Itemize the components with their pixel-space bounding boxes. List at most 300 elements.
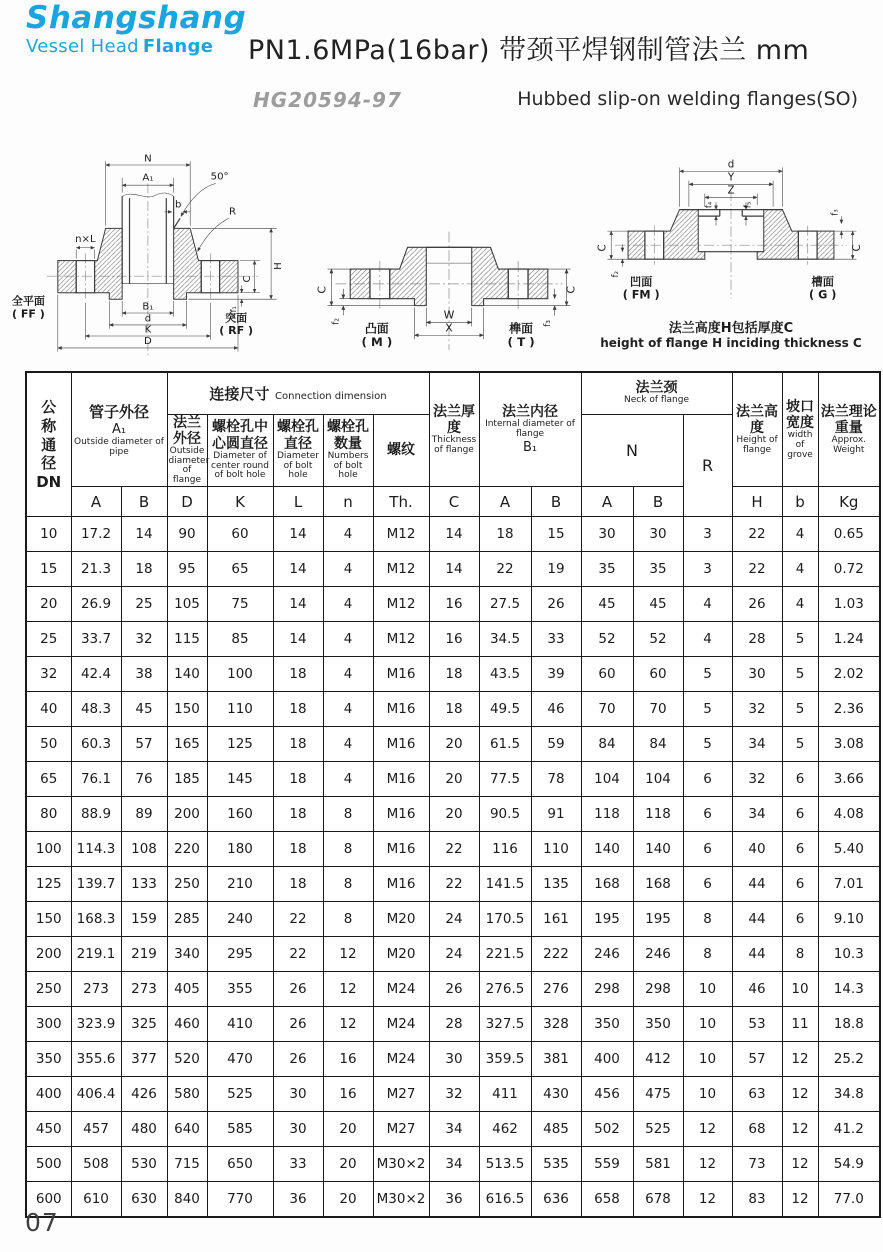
table-cell: 115 xyxy=(167,622,207,657)
table-cell: 26 xyxy=(273,972,323,1007)
table-cell: 16 xyxy=(323,1077,373,1112)
table-cell: 530 xyxy=(121,1147,167,1182)
table-row xyxy=(26,1112,880,1147)
table-cell: 1.03 xyxy=(818,587,880,622)
header-sub-nb: B xyxy=(633,487,683,517)
table-cell: 14 xyxy=(273,622,323,657)
table-cell: 325 xyxy=(121,1007,167,1042)
table-cell: 678 xyxy=(633,1182,683,1217)
header-internal-diameter: 法兰内径 Internal diameter of flange B₁ xyxy=(479,372,581,487)
table-cell: 350 xyxy=(633,1007,683,1042)
table-cell: 3.66 xyxy=(818,762,880,797)
table-cell: 273 xyxy=(71,972,121,1007)
table-cell: 135 xyxy=(531,867,581,902)
flange-spec-table xyxy=(25,371,881,1218)
table-cell: 34 xyxy=(732,797,782,832)
table-cell: 355.6 xyxy=(71,1042,121,1077)
table-cell: 32 xyxy=(121,622,167,657)
header-sub-b1a: A xyxy=(479,487,531,517)
page-subtitle-en: Hubbed slip-on welding flanges(SO) xyxy=(517,88,858,110)
table-cell: 110 xyxy=(531,832,581,867)
table-row xyxy=(26,797,880,832)
table-cell: M20 xyxy=(373,902,429,937)
table-cell: 250 xyxy=(26,972,71,1007)
table-row xyxy=(26,622,880,657)
table-cell: 90.5 xyxy=(479,797,531,832)
table-row xyxy=(26,1007,880,1042)
table-cell: 20 xyxy=(429,797,479,832)
dim-label-c-right: C xyxy=(564,286,578,294)
header-groove: 坡口宽度 width of grove xyxy=(782,372,818,487)
table-cell: 377 xyxy=(121,1042,167,1077)
table-row xyxy=(26,902,880,937)
table-cell: 5 xyxy=(683,692,732,727)
dim-label-b: b xyxy=(175,199,182,211)
table-cell: 323.9 xyxy=(71,1007,121,1042)
table-cell: 462 xyxy=(479,1112,531,1147)
table-cell: 285 xyxy=(167,902,207,937)
table-cell: 25 xyxy=(121,587,167,622)
table-row xyxy=(26,517,880,552)
table-cell: 42.4 xyxy=(71,657,121,692)
table-cell: 84 xyxy=(581,727,633,762)
table-cell: 4 xyxy=(782,552,818,587)
table-cell: 65 xyxy=(26,762,71,797)
table-row xyxy=(26,1077,880,1112)
table-cell: 20 xyxy=(26,587,71,622)
table-cell: 30 xyxy=(273,1112,323,1147)
table-cell: 3 xyxy=(683,552,732,587)
table-cell: 580 xyxy=(167,1077,207,1112)
table-cell: 6 xyxy=(782,867,818,902)
table-row xyxy=(26,972,880,1007)
table-cell: 350 xyxy=(26,1042,71,1077)
header-neck: 法兰颈 Neck of flange xyxy=(581,372,732,414)
dim-label-D: D xyxy=(144,336,152,348)
table-cell: 118 xyxy=(633,797,683,832)
table-cell: 4 xyxy=(323,517,373,552)
table-cell: 327.5 xyxy=(479,1007,531,1042)
table-cell: 4 xyxy=(683,622,732,657)
table-cell: 18 xyxy=(273,832,323,867)
table-cell: 406.4 xyxy=(71,1077,121,1112)
table-cell: 715 xyxy=(167,1147,207,1182)
table-cell: 12 xyxy=(782,1112,818,1147)
table-cell: 18 xyxy=(273,797,323,832)
table-cell: 4 xyxy=(323,657,373,692)
table-cell: 43.5 xyxy=(479,657,531,692)
table-cell: 18 xyxy=(273,727,323,762)
table-cell: 22 xyxy=(273,902,323,937)
dim-label-f5: f₅ xyxy=(742,201,753,209)
table-cell: 52 xyxy=(633,622,683,657)
table-cell: 36 xyxy=(429,1182,479,1217)
table-cell: 20 xyxy=(323,1112,373,1147)
header-dn xyxy=(26,372,71,517)
table-cell: 70 xyxy=(581,692,633,727)
table-cell: 91 xyxy=(531,797,581,832)
drawing-caption xyxy=(600,322,862,350)
table-cell: M16 xyxy=(373,692,429,727)
table-cell: 4 xyxy=(323,762,373,797)
table-cell: 6 xyxy=(683,762,732,797)
table-cell: 411 xyxy=(479,1077,531,1112)
table-cell: 3.08 xyxy=(818,727,880,762)
table-cell: 8 xyxy=(683,937,732,972)
table-cell: 150 xyxy=(167,692,207,727)
table-cell: M30×2 xyxy=(373,1182,429,1217)
table-cell: 18 xyxy=(121,552,167,587)
flange-drawing-ff-rf xyxy=(10,150,295,362)
table-cell: 61.5 xyxy=(479,727,531,762)
table-cell: 57 xyxy=(121,727,167,762)
table-cell: 240 xyxy=(207,902,273,937)
table-cell: 20 xyxy=(323,1147,373,1182)
table-cell: 18.8 xyxy=(818,1007,880,1042)
table-row xyxy=(26,587,880,622)
table-cell: 0.72 xyxy=(818,552,880,587)
table-cell: 276.5 xyxy=(479,972,531,1007)
table-cell: 355 xyxy=(207,972,273,1007)
table-cell: 14 xyxy=(273,517,323,552)
table-cell: 8 xyxy=(782,937,818,972)
dim-label-f3b: f₃ xyxy=(829,209,840,216)
table-cell: 6 xyxy=(683,867,732,902)
table-cell: 32 xyxy=(429,1077,479,1112)
table-cell: 30 xyxy=(633,517,683,552)
table-cell: 4 xyxy=(323,552,373,587)
table-row xyxy=(26,832,880,867)
table-cell: 77.5 xyxy=(479,762,531,797)
header-sub-c: C xyxy=(429,487,479,517)
dim-label-f4: f₄ xyxy=(703,201,714,209)
table-cell: 581 xyxy=(633,1147,683,1182)
table-cell: M16 xyxy=(373,832,429,867)
dim-label-Y: Y xyxy=(727,171,735,184)
table-cell: 104 xyxy=(581,762,633,797)
table-cell: 26 xyxy=(429,972,479,1007)
dim-label-A1: A₁ xyxy=(142,172,154,184)
table-cell: 195 xyxy=(581,902,633,937)
table-cell: 7.01 xyxy=(818,867,880,902)
dim-label-Z: Z xyxy=(727,184,735,197)
table-cell: 5 xyxy=(782,727,818,762)
table-cell: 18 xyxy=(273,692,323,727)
table-cell: 16 xyxy=(429,622,479,657)
table-cell: 513.5 xyxy=(479,1147,531,1182)
table-cell: 160 xyxy=(207,797,273,832)
table-cell: 28 xyxy=(732,622,782,657)
table-row xyxy=(26,727,880,762)
table-cell: 475 xyxy=(633,1077,683,1112)
logo-brand: Shangshang xyxy=(26,0,247,36)
table-cell: 616.5 xyxy=(479,1182,531,1217)
header-weight: 法兰理论重量 Approx. Weight xyxy=(818,372,880,487)
table-cell: 34 xyxy=(732,727,782,762)
header-sub-kg: Kg xyxy=(818,487,880,517)
table-cell: 359.5 xyxy=(479,1042,531,1077)
table-cell: M30×2 xyxy=(373,1147,429,1182)
table-cell: 27.5 xyxy=(479,587,531,622)
table-cell: 30 xyxy=(429,1042,479,1077)
table-cell: 381 xyxy=(531,1042,581,1077)
table-row xyxy=(26,692,880,727)
table-cell: 26.9 xyxy=(71,587,121,622)
table-cell: 22 xyxy=(479,552,531,587)
table-cell: 10 xyxy=(683,1042,732,1077)
table-cell: 4 xyxy=(683,587,732,622)
table-cell: 85 xyxy=(207,622,273,657)
table-cell: 400 xyxy=(581,1042,633,1077)
table-row xyxy=(26,552,880,587)
table-cell: 110 xyxy=(207,692,273,727)
table-cell: 39 xyxy=(531,657,581,692)
page-title: PN1.6MPa(16bar) 带颈平焊钢制管法兰 mm xyxy=(248,35,810,66)
table-cell: 104 xyxy=(633,762,683,797)
table-cell: 133 xyxy=(121,867,167,902)
table-cell: 2.36 xyxy=(818,692,880,727)
table-cell: 49.5 xyxy=(479,692,531,727)
table-cell: 456 xyxy=(581,1077,633,1112)
table-cell: 300 xyxy=(26,1007,71,1042)
table-cell: 145 xyxy=(207,762,273,797)
drawing-caption-cn: 法兰高度H包括厚度C xyxy=(668,321,794,336)
table-cell: 60 xyxy=(581,657,633,692)
table-cell: 70 xyxy=(633,692,683,727)
table-body xyxy=(26,517,880,1217)
table-cell: 90 xyxy=(167,517,207,552)
table-cell: 200 xyxy=(26,937,71,972)
table-cell: 45 xyxy=(581,587,633,622)
table-cell: 276 xyxy=(531,972,581,1007)
table-cell: 298 xyxy=(633,972,683,1007)
table-cell: 14 xyxy=(429,552,479,587)
header-bolt-hole: 螺栓孔直径 Diameter of bolt hole xyxy=(273,414,323,487)
table-cell: 10.3 xyxy=(818,937,880,972)
table-cell: M16 xyxy=(373,797,429,832)
table-cell: 139.7 xyxy=(71,867,121,902)
table-cell: 10 xyxy=(683,1077,732,1112)
table-cell: 80 xyxy=(26,797,71,832)
table-cell: 60 xyxy=(633,657,683,692)
table-cell: 18 xyxy=(479,517,531,552)
table-cell: M27 xyxy=(373,1112,429,1147)
table-cell: 4 xyxy=(323,622,373,657)
table-cell: 12 xyxy=(782,1042,818,1077)
table-row xyxy=(26,867,880,902)
table-cell: 210 xyxy=(207,867,273,902)
table-cell: 170.5 xyxy=(479,902,531,937)
table-cell: 168 xyxy=(633,867,683,902)
table-cell: 525 xyxy=(207,1077,273,1112)
table-cell: 5 xyxy=(782,622,818,657)
dim-label-N: N xyxy=(144,153,152,165)
dim-label-f3: f₃ xyxy=(542,320,553,327)
standard-code: HG20594-97 xyxy=(253,88,402,112)
table-cell: 65 xyxy=(207,552,273,587)
table-cell: 10 xyxy=(26,517,71,552)
table-cell: 14 xyxy=(273,552,323,587)
table-cell: 83 xyxy=(732,1182,782,1217)
table-cell: 10 xyxy=(683,972,732,1007)
header-sub-b: b xyxy=(782,487,818,517)
table-cell: 34 xyxy=(429,1147,479,1182)
table-cell: 9.10 xyxy=(818,902,880,937)
table-cell: 480 xyxy=(121,1112,167,1147)
table-cell: 405 xyxy=(167,972,207,1007)
header-bolt-circle: 螺栓孔中心圆直径 Diameter of center round of bolt hole xyxy=(207,414,273,487)
table-cell: 6 xyxy=(683,832,732,867)
table-cell: 520 xyxy=(167,1042,207,1077)
table-cell: 222 xyxy=(531,937,581,972)
table-cell: 10 xyxy=(782,972,818,1007)
table-cell: 8 xyxy=(683,902,732,937)
header-dn-cn: 公称通径 xyxy=(41,398,57,473)
table-cell: 770 xyxy=(207,1182,273,1217)
table-row xyxy=(26,1182,880,1217)
table-cell: M12 xyxy=(373,552,429,587)
face-label-g-code: ( G ) xyxy=(809,288,837,302)
table-cell: 22 xyxy=(732,552,782,587)
table-cell: 34.8 xyxy=(818,1077,880,1112)
table-cell: 44 xyxy=(732,937,782,972)
table-cell: 8 xyxy=(323,867,373,902)
table-cell: 14 xyxy=(429,517,479,552)
table-cell: 298 xyxy=(581,972,633,1007)
table-cell: 5 xyxy=(782,692,818,727)
table-cell: 28 xyxy=(429,1007,479,1042)
table-cell: 22 xyxy=(429,867,479,902)
face-label-t-cn: 榫面 xyxy=(509,321,533,336)
table-cell: 18 xyxy=(429,657,479,692)
table-cell: 20 xyxy=(323,1182,373,1217)
table-cell: 17.2 xyxy=(71,517,121,552)
table-cell: 4 xyxy=(782,587,818,622)
face-label-t-code: ( T ) xyxy=(507,335,535,350)
table-cell: M16 xyxy=(373,727,429,762)
table-cell: 45 xyxy=(633,587,683,622)
header-sub-d: D xyxy=(167,487,207,517)
face-label-rf-cn: 突面 xyxy=(225,311,248,325)
face-label-m-cn: 凸面 xyxy=(365,321,389,336)
table-cell: 5 xyxy=(782,657,818,692)
table-cell: 400 xyxy=(26,1077,71,1112)
table-cell: 14 xyxy=(121,517,167,552)
table-cell: 250 xyxy=(167,867,207,902)
dim-label-W: W xyxy=(443,308,455,322)
face-label-rf-code: ( RF ) xyxy=(219,324,254,338)
table-cell: 18 xyxy=(273,657,323,692)
header-thickness: 法兰厚度 Thickness of flange xyxy=(429,372,479,487)
table-cell: 75 xyxy=(207,587,273,622)
dim-label-C: C xyxy=(241,275,253,283)
table-cell: 116 xyxy=(479,832,531,867)
header-sub-a1a: A xyxy=(71,487,121,517)
table-cell: 8 xyxy=(323,832,373,867)
table-cell: 88.9 xyxy=(71,797,121,832)
table-cell: 15 xyxy=(531,517,581,552)
header-pipe-od: 管子外径 A₁ Outside diameter of pipe xyxy=(71,372,167,487)
table-cell: 5.40 xyxy=(818,832,880,867)
table-cell: 221.5 xyxy=(479,937,531,972)
table-cell: 25.2 xyxy=(818,1042,880,1077)
header-neck-r: R xyxy=(683,414,732,517)
table-cell: 410 xyxy=(207,1007,273,1042)
table-cell: 3 xyxy=(683,517,732,552)
table-cell: 185 xyxy=(167,762,207,797)
table-cell: 105 xyxy=(167,587,207,622)
table-cell: 24 xyxy=(429,902,479,937)
dim-label-f2: f₂ xyxy=(331,318,342,325)
table-row xyxy=(26,937,880,972)
dim-label-B1: B₁ xyxy=(142,301,154,313)
table-cell: 340 xyxy=(167,937,207,972)
table-cell: 600 xyxy=(26,1182,71,1217)
header-sub-a1b: B xyxy=(121,487,167,517)
table-cell: M24 xyxy=(373,1042,429,1077)
face-label-fm-code: ( FM ) xyxy=(622,288,660,302)
table-cell: 46 xyxy=(732,972,782,1007)
table-cell: 4 xyxy=(323,587,373,622)
table-cell: 12 xyxy=(782,1147,818,1182)
table-cell: 535 xyxy=(531,1147,581,1182)
table-cell: 24 xyxy=(429,937,479,972)
table-cell: 125 xyxy=(26,867,71,902)
table-cell: 33 xyxy=(273,1147,323,1182)
table-cell: 0.65 xyxy=(818,517,880,552)
table-cell: 60 xyxy=(207,517,273,552)
table-cell: 22 xyxy=(732,517,782,552)
table-cell: 53 xyxy=(732,1007,782,1042)
header-sub-h: H xyxy=(732,487,782,517)
table-cell: 350 xyxy=(581,1007,633,1042)
table-cell: 18 xyxy=(273,762,323,797)
flange-drawing-m-t xyxy=(315,192,583,355)
table-cell: 4.08 xyxy=(818,797,880,832)
table-cell: 100 xyxy=(26,832,71,867)
table-cell: 5 xyxy=(683,727,732,762)
table-cell: 46 xyxy=(531,692,581,727)
table-cell: 54.9 xyxy=(818,1147,880,1182)
face-label-ff-code: ( FF ) xyxy=(11,307,45,321)
header-flange-od: 法兰外径 Outside diameter of flange xyxy=(168,414,210,486)
table-cell: 21.3 xyxy=(71,552,121,587)
table-cell: 219.1 xyxy=(71,937,121,972)
table-cell: 525 xyxy=(633,1112,683,1147)
table-cell: 650 xyxy=(207,1147,273,1182)
table-cell: 295 xyxy=(207,937,273,972)
table-cell: 16 xyxy=(323,1042,373,1077)
dim-label-X: X xyxy=(445,321,453,335)
table-cell: 40 xyxy=(26,692,71,727)
table-row xyxy=(26,1042,880,1077)
table-cell: 78 xyxy=(531,762,581,797)
table-cell: 35 xyxy=(633,552,683,587)
table-cell: 20 xyxy=(429,762,479,797)
table-cell: 125 xyxy=(207,727,273,762)
table-cell: 5 xyxy=(683,657,732,692)
table-cell: 63 xyxy=(732,1077,782,1112)
table-cell: 30 xyxy=(581,517,633,552)
table-cell: M20 xyxy=(373,937,429,972)
table-cell: 6 xyxy=(782,902,818,937)
dim-label-H: H xyxy=(273,262,285,270)
table-cell: 12 xyxy=(683,1147,732,1182)
face-label-ff-cn: 全平面 xyxy=(11,294,45,308)
table-cell: 610 xyxy=(71,1182,121,1217)
dim-label-R: R xyxy=(228,206,236,218)
dim-label-angle: 50° xyxy=(210,171,229,183)
